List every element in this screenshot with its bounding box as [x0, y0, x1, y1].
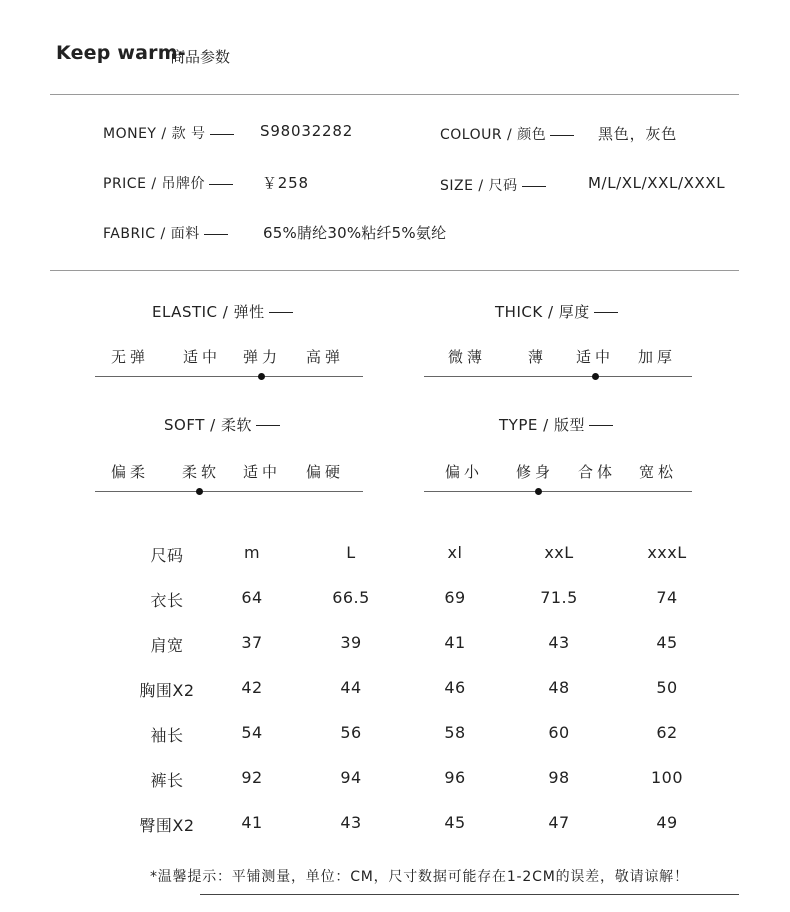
- thick-option: 微薄: [448, 348, 487, 366]
- table-row-label: 衣长: [150, 591, 184, 610]
- type-option: 合体: [578, 463, 617, 481]
- soft-title: SOFT / 柔软: [164, 414, 280, 435]
- table-cell: 60: [548, 723, 570, 742]
- table-cell: 71.5: [540, 588, 578, 607]
- table-cell: 41: [444, 633, 466, 652]
- type-scale-line: [424, 491, 692, 492]
- table-cell: 43: [548, 633, 570, 652]
- soft-selected-dot: [196, 488, 203, 495]
- type-option: 宽松: [639, 463, 678, 481]
- table-cell: 49: [656, 813, 678, 832]
- soft-option: 柔软: [182, 463, 221, 481]
- table-cell: 42: [241, 678, 263, 697]
- dash: [256, 425, 280, 426]
- dash: [522, 186, 546, 187]
- elastic-option: 适中: [183, 348, 222, 366]
- table-header-cell: m: [243, 543, 261, 562]
- thick-selected-dot: [592, 373, 599, 380]
- table-cell: 100: [650, 768, 684, 787]
- table-row-label: 臀围X2: [139, 816, 195, 835]
- table-cell: 69: [444, 588, 466, 607]
- type-option: 偏小: [445, 463, 484, 481]
- fabric-value: 65%腈纶30%粘纤5%氨纶: [263, 224, 447, 242]
- table-cell: 98: [548, 768, 570, 787]
- soft-option: 偏硬: [306, 463, 345, 481]
- table-header-cell: 尺码: [150, 546, 184, 565]
- type-title: TYPE / 版型: [499, 414, 613, 435]
- table-row-label: 肩宽: [150, 636, 184, 655]
- elastic-option: 弹力: [243, 348, 282, 366]
- table-cell: 37: [241, 633, 263, 652]
- table-cell: 41: [241, 813, 263, 832]
- soft-option: 适中: [243, 463, 282, 481]
- table-cell: 58: [444, 723, 466, 742]
- elastic-scale-line: [95, 376, 363, 377]
- table-header-cell: xxL: [544, 543, 574, 562]
- elastic-option: 无弹: [111, 348, 150, 366]
- type-option: 修身: [516, 463, 555, 481]
- table-row-label: 裤长: [150, 771, 184, 790]
- table-row-label: 胸围X2: [139, 681, 195, 700]
- colour-value: 黑色，灰色: [598, 125, 678, 143]
- table-header-cell: xl: [447, 543, 463, 562]
- dash: [550, 135, 574, 136]
- thick-option: 适中: [576, 348, 615, 366]
- money-label: MONEY / 款 号: [103, 123, 234, 143]
- table-cell: 92: [241, 768, 263, 787]
- table-cell: 45: [444, 813, 466, 832]
- table-row-label: 袖长: [150, 726, 184, 745]
- table-header-cell: L: [346, 543, 356, 562]
- table-header-cell: xxxL: [647, 543, 687, 562]
- table-cell: 45: [656, 633, 678, 652]
- title-cn: 商品参数: [170, 48, 231, 66]
- thick-scale-line: [424, 376, 692, 377]
- table-cell: 66.5: [332, 588, 370, 607]
- measurement-note: *温馨提示：平铺测量，单位：CM，尺寸数据可能存在1-2CM的误差，敬请谅解！: [150, 869, 689, 885]
- table-cell: 43: [340, 813, 362, 832]
- fabric-label: FABRIC / 面料: [103, 223, 228, 243]
- divider-middle: [50, 270, 739, 271]
- table-cell: 62: [656, 723, 678, 742]
- dash: [589, 425, 613, 426]
- dash: [209, 184, 233, 185]
- dash: [594, 312, 618, 313]
- table-cell: 46: [444, 678, 466, 697]
- table-cell: 54: [241, 723, 263, 742]
- size-label: SIZE / 尺码: [440, 175, 546, 195]
- soft-option: 偏柔: [111, 463, 150, 481]
- dash: [269, 312, 293, 313]
- dash: [210, 134, 234, 135]
- dash: [204, 234, 228, 235]
- elastic-title: ELASTIC / 弹性: [152, 301, 293, 322]
- table-cell: 39: [340, 633, 362, 652]
- table-cell: 64: [241, 588, 263, 607]
- thick-option: 薄: [528, 348, 548, 366]
- colour-label: COLOUR / 颜色: [440, 124, 574, 144]
- price-label: PRICE / 吊牌价: [103, 173, 233, 193]
- size-value: M/L/XL/XXL/XXXL: [588, 174, 726, 192]
- type-selected-dot: [535, 488, 542, 495]
- table-cell: 94: [340, 768, 362, 787]
- title-en: Keep warm-: [56, 42, 186, 64]
- table-cell: 96: [444, 768, 466, 787]
- table-cell: 74: [656, 588, 678, 607]
- price-value: ￥258: [262, 174, 309, 192]
- table-cell: 48: [548, 678, 570, 697]
- elastic-selected-dot: [258, 373, 265, 380]
- divider-top: [50, 94, 739, 95]
- table-cell: 56: [340, 723, 362, 742]
- table-cell: 50: [656, 678, 678, 697]
- elastic-option: 高弹: [306, 348, 345, 366]
- money-value: S98032282: [260, 122, 354, 140]
- table-cell: 44: [340, 678, 362, 697]
- divider-bottom: [200, 894, 739, 895]
- soft-scale-line: [95, 491, 363, 492]
- thick-title: THICK / 厚度: [495, 301, 618, 322]
- thick-option: 加厚: [638, 348, 677, 366]
- table-cell: 47: [548, 813, 570, 832]
